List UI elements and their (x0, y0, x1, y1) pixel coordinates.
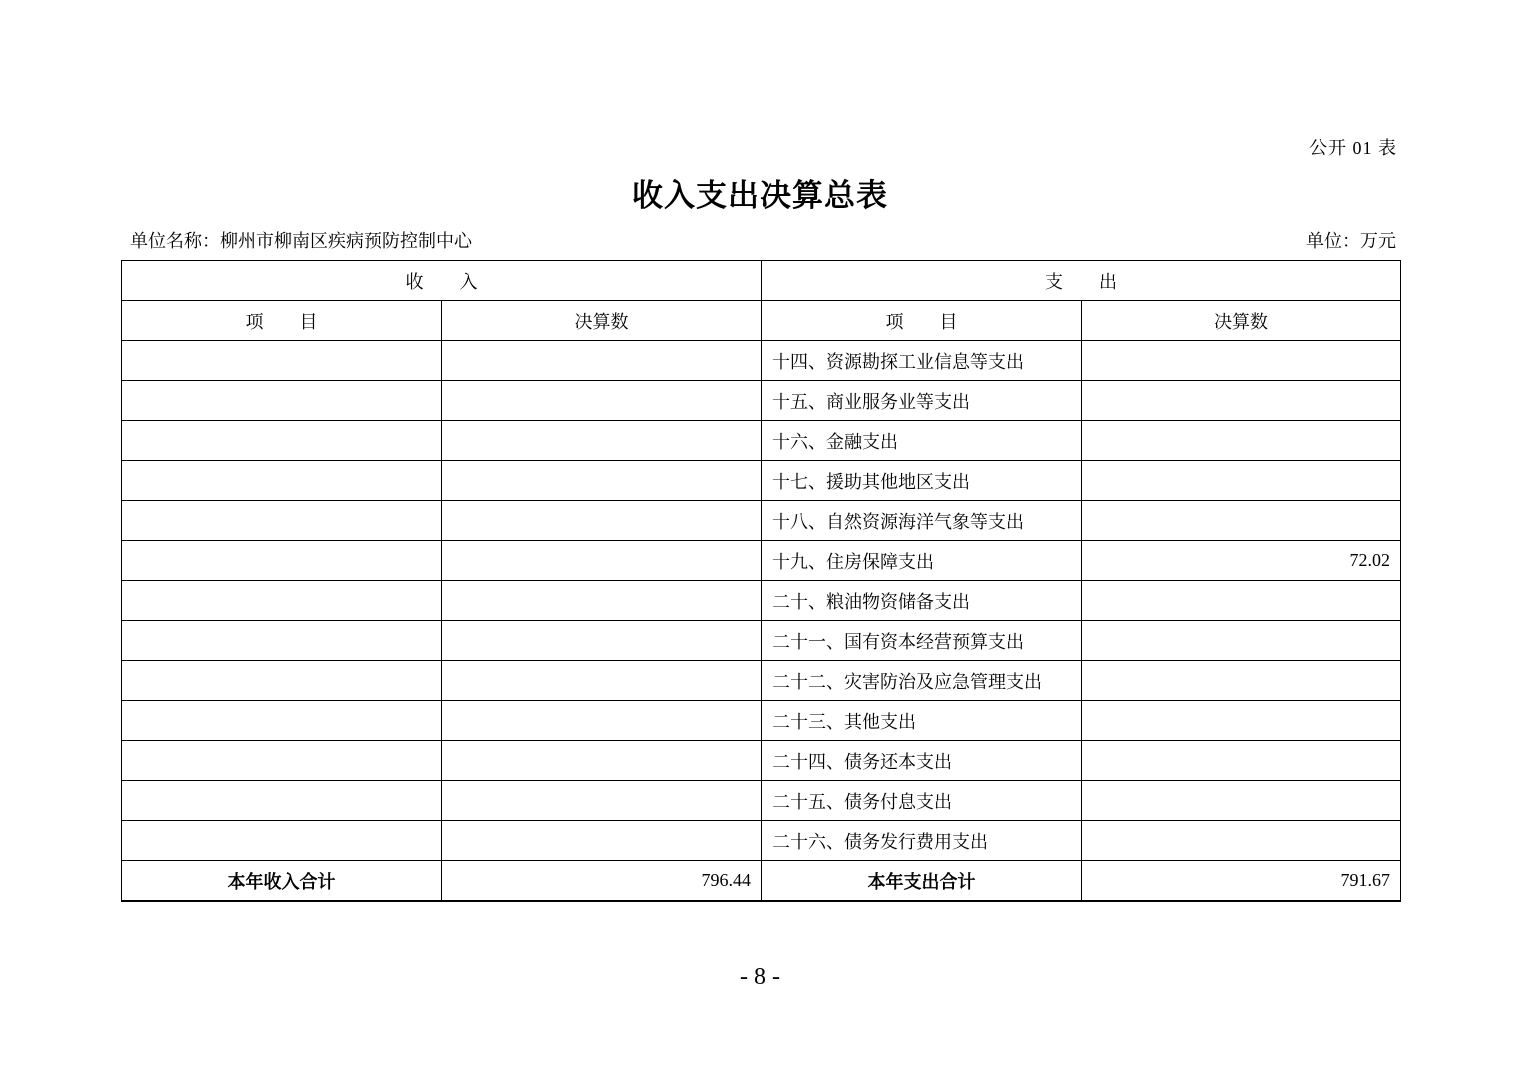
table-row (122, 581, 1401, 621)
expense-item-column-header: 项 目 (762, 301, 1082, 341)
column-header-row (122, 301, 1401, 341)
income-amount-cell (442, 781, 762, 821)
expense-amount-cell (1082, 581, 1401, 621)
table-row (122, 661, 1401, 701)
unit-name: 单位名称：柳州市柳南区疾病预防控制中心 (130, 231, 472, 251)
expense-item-cell: 二十三、其他支出 (762, 701, 1082, 741)
expense-section-header: 支 出 (762, 261, 1401, 301)
summary-table (121, 260, 1401, 902)
table-row (122, 781, 1401, 821)
income-item-cell (122, 581, 442, 621)
income-total-label: 本年收入合计 (122, 861, 442, 902)
expense-item-cell: 二十四、债务还本支出 (762, 741, 1082, 781)
income-item-cell (122, 781, 442, 821)
expense-item-cell: 十九、住房保障支出 (762, 541, 1082, 581)
expense-amount-cell: 72.02 (1082, 541, 1401, 581)
table-row (122, 741, 1401, 781)
income-amount-cell (442, 701, 762, 741)
income-item-cell (122, 701, 442, 741)
income-amount-column-header: 决算数 (442, 301, 762, 341)
expense-total-label: 本年支出合计 (762, 861, 1082, 902)
expense-amount-cell (1082, 461, 1401, 501)
expense-amount-cell (1082, 701, 1401, 741)
expense-item-cell: 二十、粮油物资储备支出 (762, 581, 1082, 621)
table-row (122, 701, 1401, 741)
expense-amount-cell (1082, 821, 1401, 861)
expense-item-cell: 十八、自然资源海洋气象等支出 (762, 501, 1082, 541)
expense-item-cell: 十六、金融支出 (762, 421, 1082, 461)
income-item-cell (122, 821, 442, 861)
table-row (122, 541, 1401, 581)
income-item-cell (122, 541, 442, 581)
table-row (122, 461, 1401, 501)
expense-item-cell: 二十一、国有资本经营预算支出 (762, 621, 1082, 661)
income-amount-cell (442, 741, 762, 781)
income-amount-cell (442, 541, 762, 581)
expense-item-cell: 十四、资源勘探工业信息等支出 (762, 341, 1082, 381)
income-amount-cell (442, 661, 762, 701)
income-amount-cell (442, 821, 762, 861)
income-item-cell (122, 421, 442, 461)
table-row (122, 621, 1401, 661)
table-row (122, 821, 1401, 861)
section-header-row (122, 261, 1401, 301)
income-item-cell (122, 341, 442, 381)
doc-code: 公开 01 表 (1309, 138, 1397, 158)
expense-amount-cell (1082, 741, 1401, 781)
income-amount-cell (442, 461, 762, 501)
expense-amount-column-header: 决算数 (1082, 301, 1401, 341)
income-amount-cell (442, 381, 762, 421)
expense-item-cell: 十五、商业服务业等支出 (762, 381, 1082, 421)
page-title: 收入支出决算总表 (632, 178, 888, 213)
expense-amount-cell (1082, 381, 1401, 421)
expense-item-cell: 二十二、灾害防治及应急管理支出 (762, 661, 1082, 701)
income-item-cell (122, 381, 442, 421)
income-amount-cell (442, 581, 762, 621)
income-amount-cell (442, 501, 762, 541)
expense-amount-cell (1082, 341, 1401, 381)
income-amount-cell (442, 421, 762, 461)
expense-item-cell: 十七、援助其他地区支出 (762, 461, 1082, 501)
table-row (122, 421, 1401, 461)
unit-label: 单位：万元 (1306, 231, 1396, 251)
income-item-cell (122, 501, 442, 541)
expense-amount-cell (1082, 781, 1401, 821)
expense-item-cell: 二十五、债务付息支出 (762, 781, 1082, 821)
meta-row (130, 227, 1396, 253)
expense-amount-cell (1082, 661, 1401, 701)
income-item-cell (122, 461, 442, 501)
expense-item-cell: 二十六、债务发行费用支出 (762, 821, 1082, 861)
income-item-cell (122, 661, 442, 701)
income-item-cell (122, 621, 442, 661)
page-number: - 8 - (740, 964, 780, 990)
income-total-amount: 796.44 (442, 861, 762, 902)
income-amount-cell (442, 621, 762, 661)
income-amount-cell (442, 341, 762, 381)
table-row (122, 501, 1401, 541)
table-row (122, 341, 1401, 381)
income-item-column-header: 项 目 (122, 301, 442, 341)
expense-amount-cell (1082, 421, 1401, 461)
expense-amount-cell (1082, 621, 1401, 661)
expense-total-amount: 791.67 (1082, 861, 1401, 902)
expense-amount-cell (1082, 501, 1401, 541)
income-item-cell (122, 741, 442, 781)
income-section-header: 收 入 (122, 261, 762, 301)
table-row (122, 381, 1401, 421)
total-row (122, 861, 1401, 902)
